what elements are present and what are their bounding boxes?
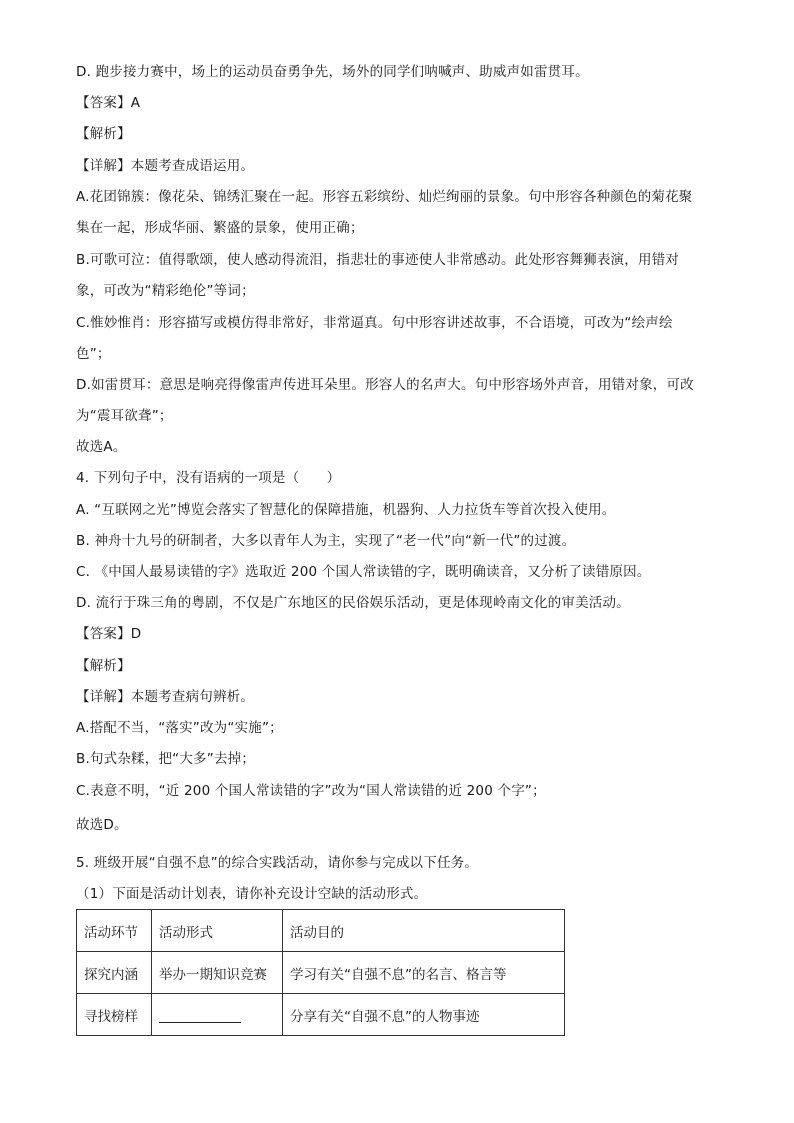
- detail-q4: 【详解】本题考查病句辨析。: [76, 689, 255, 705]
- explanation-a-q3-cont: 集在一起，形成华丽、繁盛的景象，使用正确；: [76, 220, 364, 236]
- table-header-row: [77, 910, 565, 952]
- answer-label-q3: 【答案】A: [76, 95, 141, 111]
- explanation-d-q3: D.如雷贯耳：意思是响亮得像雷声传进耳朵里。形容人的名声大。句中形容场外声音，用错对象，可改: [76, 377, 694, 393]
- explanation-c-q4: C.表意不明，“近 200 个国人常读错的字”改为“国人常读错的近 200 个字”；: [76, 783, 546, 799]
- question-5: 5. 班级开展“自强不息”的综合实践活动，请你参与完成以下任务。: [76, 855, 479, 871]
- explanation-d-q3-cont: 为“震耳欲聋”；: [76, 408, 173, 424]
- fill-in-blank[interactable]: [159, 1007, 241, 1023]
- detail-q3: 【详解】本题考查成语运用。: [76, 158, 255, 174]
- answer-label-q4: 【答案】D: [76, 626, 142, 642]
- header-form: 活动形式: [152, 910, 283, 952]
- question-5-part-1: （1）下面是活动计划表，请你补充设计空缺的活动形式。: [76, 886, 428, 902]
- header-stage: 活动环节: [77, 910, 152, 952]
- table-row: [77, 952, 565, 994]
- analysis-label-q4: 【解析】: [76, 658, 131, 674]
- cell-purpose: 学习有关“自强不息”的名言、格言等: [283, 952, 565, 994]
- explanation-a-q4: A.搭配不当，“落实”改为“实施”；: [76, 720, 283, 736]
- option-c-q4: C. 《中国人最易读错的字》选取近 200 个国人常读错的字，既明确读音，又分析了读错原因。: [76, 564, 651, 580]
- header-purpose: 活动目的: [283, 910, 565, 952]
- explanation-b-q4: B.句式杂糅，把“大多”去掉；: [76, 751, 256, 767]
- explanation-b-q3: B.可歌可泣：值得歌颂，使人感动得流泪，指悲壮的事迹使人非常感动。此处形容舞狮表演，用错对: [76, 252, 680, 268]
- cell-purpose: 分享有关“自强不息”的人物事迹: [283, 994, 565, 1036]
- explanation-c-q3-cont: 色”；: [76, 346, 111, 362]
- option-d-q4: D. 流行于珠三角的粤剧，不仅是广东地区的民俗娱乐活动，更是体现岭南文化的审美活动。: [76, 595, 630, 611]
- explanation-b-q3-cont: 象，可改为“精彩绝伦”等词；: [76, 283, 255, 299]
- cell-stage: 寻找榜样: [77, 994, 152, 1036]
- table-row: [77, 994, 565, 1036]
- cell-stage: 探究内涵: [77, 952, 152, 994]
- cell-form-blank: [152, 994, 283, 1036]
- explanation-a-q3: A.花团锦簇：像花朵、锦绣汇聚在一起。形容五彩缤纷、灿烂绚丽的景象。句中形容各种颜色的菊花聚: [76, 189, 693, 205]
- conclusion-q3: 故选A。: [76, 439, 127, 455]
- option-d-q3: D. 跑步接力赛中，场上的运动员奋勇争先，场外的同学们呐喊声、助威声如雷贯耳。: [76, 64, 589, 80]
- question-4: 4. 下列句子中，没有语病的一项是（ ）: [76, 470, 341, 486]
- conclusion-q4: 故选D。: [76, 817, 128, 833]
- analysis-label-q3: 【解析】: [76, 126, 131, 142]
- explanation-c-q3: C.惟妙惟肖：形容描写或模仿得非常好，非常逼真。句中形容讲述故事，不合语境，可改为“绘声绘: [76, 315, 673, 331]
- activity-plan-table: [76, 909, 565, 1036]
- cell-form: 举办一期知识竞赛: [152, 952, 283, 994]
- option-b-q4: B. 神舟十九号的研制者，大多以青年人为主，实现了“老一代”向“新一代”的过渡。: [76, 533, 576, 549]
- option-a-q4: A. “互联网之光”博览会落实了智慧化的保障措施，机器狗、人力拉货车等首次投入使用。: [76, 502, 616, 518]
